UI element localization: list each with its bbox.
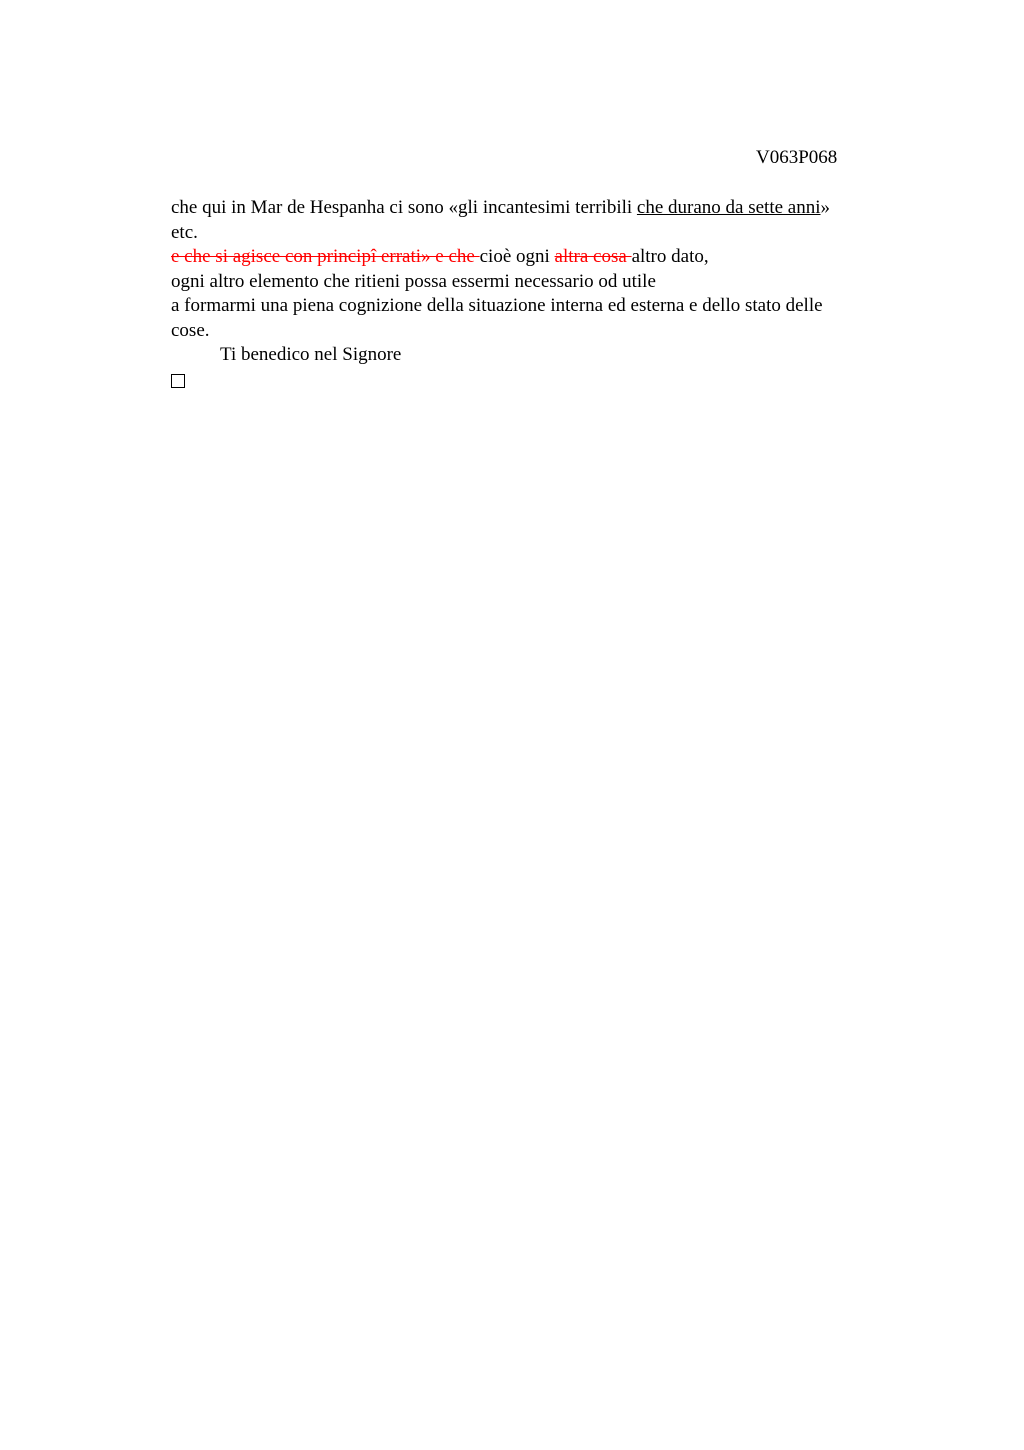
text-line-3 [171,245,901,270]
salutation: Ti benedico nel Signore [220,344,402,365]
deleted-phrase-1: e che si agisce con principî errati» e che [171,246,480,267]
line3-text-1: cioè ogni [479,246,555,267]
line3-text-2: altro dato, [631,246,709,267]
text-line-5: a formarmi una piena cognizione della situazione interna ed esterna e dello stato delle [171,295,823,316]
line1-before: che qui in Mar de Hespanha ci sono «gli incantesimi terribili [171,197,637,218]
text-line-2: etc. [171,221,198,243]
text-line-1 [171,196,901,221]
line1-after: » [820,197,831,218]
letter-body [171,196,901,388]
text-line-4: ogni altro elemento che ritieni possa essermi necessario od utile [171,270,656,292]
underlined-phrase: che durano da sette anni [636,197,821,218]
text-line-6: cose. [171,319,210,341]
page-id: V063P068 [756,147,838,168]
deleted-phrase-2: altra cosa [554,246,632,267]
empty-square-icon [171,374,185,388]
